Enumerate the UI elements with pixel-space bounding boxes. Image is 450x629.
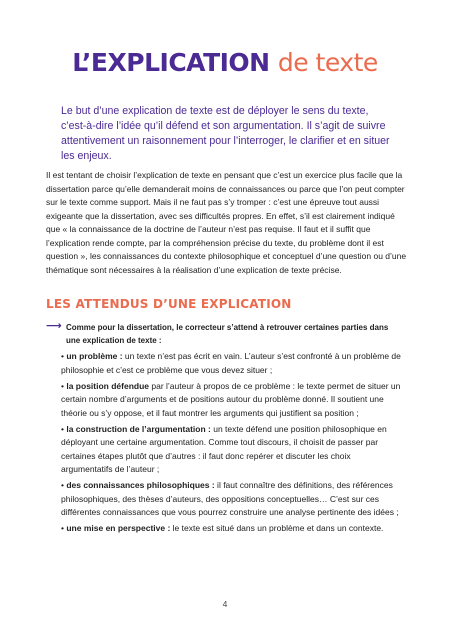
item-text: il faut connaître des définitions, des références philosophiques, des thèses d’auteurs, des oppositions conceptuelles… C’est sur ces différentes connaissances que vous pourrez construire une analyse pertinente des idées ;	[61, 480, 399, 517]
intro-paragraph: Le but d’une explication de texte est de déployer le sens du texte, c’est-à-dire l’idée qu’il défend et son argumentation. Il s’agit de suivre attentivement un raisonnement pour l’interroger, le clarifier et en situer les enjeux.	[61, 105, 390, 162]
section-lead	[46, 322, 396, 347]
list-item	[61, 350, 401, 377]
bullet-icon: •	[61, 523, 64, 533]
expectations-list	[61, 350, 401, 538]
lead-text: Comme pour la dissertation, le correcteur s’attend à retrouver certaines parties dans une explication de texte :	[66, 323, 389, 345]
item-term: une mise en perspective :	[66, 523, 171, 533]
item-term: la construction de l’argumentation :	[66, 423, 211, 434]
bullet-icon: •	[61, 351, 64, 361]
item-text: le texte est situé dans un problème et dans un contexte.	[170, 523, 384, 533]
list-item	[61, 479, 401, 520]
arrow-icon: ⟶	[46, 320, 62, 332]
page-number: 4	[222, 599, 228, 609]
item-text: par l’auteur à propos de ce problème : le texte permet de situer un certain nombre d’arguments et de positions autour du problème donné. Il soutient une théorie ou s’y oppose, et il faut montrer les arguments qui justifient sa position ;	[61, 380, 401, 418]
bullet-icon: •	[61, 480, 64, 490]
item-text: un texte défend une position philosophique en déployant une certaine argumentation. Comme tout discours, il choisit de passer par certaines étapes plutôt que d’autres : il faut donc repérer et discuter les choix argumentatifs de l’auteur ;	[61, 423, 387, 474]
list-item	[61, 423, 401, 477]
item-term: un problème :	[66, 351, 123, 361]
item-term: la position défendue	[66, 380, 150, 391]
item-text: un texte n’est pas écrit en vain. L’auteur s’est confronté à un problème de philosophie et c’est ce problème que vous devez situer ;	[61, 351, 401, 375]
body-paragraph: Il est tentant de choisir l’explication de texte en pensant que c’est un exercice plus facile que la dissertation parce qu’elle demanderait moins de connaissances ou parce que l’on peut compter sur le texte comme support. Mais il ne faut pas s’y tromper : c’est une épreuve tout aussi exigeante que la dissertation, avec ses difficultés propres. En effet, s’il est clairement indiqué que « la connaissance de la doctrine de l’auteur n’est pas requise. Il faut et il suffit que l’explication rende compte, par la compréhension précise du texte, du problème dont il est question », les connaissances du contexte philosophique et conceptuel d’une question ou d’une thématique sont nécessaires à la réalisation d’une explication de texte précise.	[46, 170, 407, 275]
list-item	[61, 380, 401, 421]
list-item	[61, 522, 401, 536]
title-part-1: L’EXPLICATION	[72, 48, 270, 77]
page-title	[0, 47, 450, 79]
title-part-2: de texte	[277, 48, 378, 77]
section-heading: LES ATTENDUS D’UNE EXPLICATION	[46, 297, 292, 311]
item-term: des connaissances philosophiques :	[66, 480, 215, 490]
bullet-icon: •	[61, 380, 64, 391]
bullet-icon: •	[61, 423, 64, 434]
